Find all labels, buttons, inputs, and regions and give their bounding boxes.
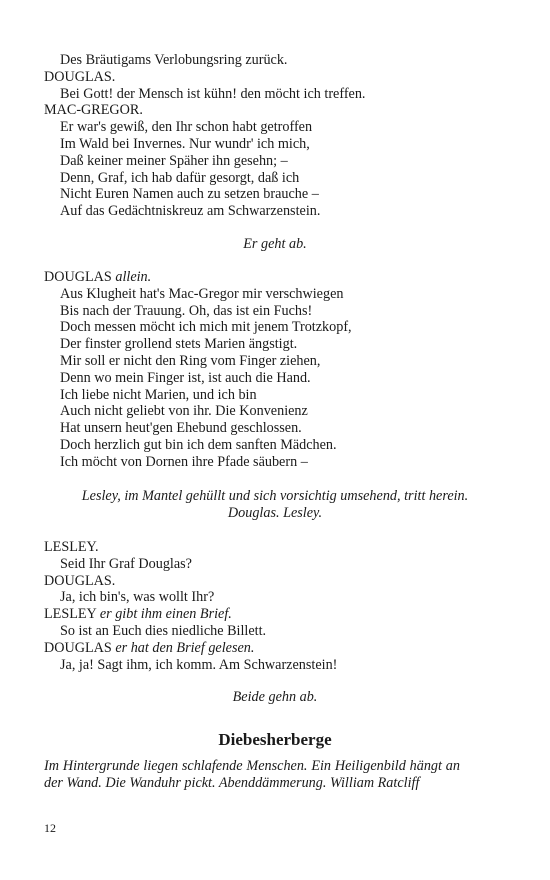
verse-line: Aus Klugheit hat's Mac-Gregor mir verschwiegen xyxy=(60,285,344,302)
speaker-name: LESLEY xyxy=(44,606,97,623)
verse-line: Ich möcht von Dornen ihre Pfade säubern – xyxy=(60,453,308,470)
stage-direction-exit xyxy=(0,236,550,253)
verse-line: Bis nach der Trauung. Oh, das ist ein Fuchs! xyxy=(60,302,313,319)
speaker-name: DOUGLAS xyxy=(44,639,112,656)
scene-heading: Diebesherberge xyxy=(218,730,332,749)
speaker-line xyxy=(44,606,514,623)
verse-line: Auch nicht geliebt von ihr. Die Konvenienz xyxy=(60,403,308,420)
stage-direction-text: Beide gehn ab. xyxy=(232,689,318,705)
dialogue-block-2 xyxy=(44,269,514,471)
inline-stage-direction: er gibt ihm einen Brief. xyxy=(99,606,232,623)
verse-line: Doch messen möcht ich mich mit jenem Trotzkopf, xyxy=(60,319,352,336)
verse-line: Auf das Gedächtniskreuz am Schwarzenstein. xyxy=(60,203,321,220)
dialogue-block-1 xyxy=(44,52,514,220)
verse-line: Ich liebe nicht Marien, und ich bin xyxy=(60,386,257,403)
speaker-line xyxy=(44,640,514,657)
scene-stage-direction: Im Hintergrunde liegen schlafende Menschen. Ein Heiligenbild hängt an der Wand. Die Wanduhr pickt. Abenddämmerung. William Ratcliff xyxy=(44,758,460,791)
stage-direction-text: Douglas. Lesley. xyxy=(227,504,323,521)
dialogue-block-3 xyxy=(44,539,514,673)
verse-line: Bei Gott! der Mensch ist kühn! den möcht ich treffen. xyxy=(60,85,366,102)
stage-direction-exit xyxy=(0,689,550,706)
verse-line: Hat unsern heut'gen Ehebund geschlossen. xyxy=(60,420,302,437)
speaker-name: DOUGLAS. xyxy=(44,572,116,589)
speaker-name: DOUGLAS. xyxy=(44,68,116,85)
verse-line: Denn wo mein Finger ist, ist auch die Hand. xyxy=(60,369,311,386)
speaker-name: MAC-GREGOR. xyxy=(44,102,143,119)
verse-line: Daß keiner meiner Späher ihn gesehn; – xyxy=(60,152,288,169)
verse-line: Des Bräutigams Verlobungsring zurück. xyxy=(60,52,288,68)
page-number: 12 xyxy=(44,821,56,835)
verse-line: Er war's gewiß, den Ihr schon habt getroffen xyxy=(60,119,313,136)
verse-line: Ja, ja! Sagt ihm, ich komm. Am Schwarzenstein! xyxy=(60,656,338,673)
verse-line: So ist an Euch dies niedliche Billett. xyxy=(60,622,267,639)
verse-line: Doch herzlich gut bin ich dem sanften Mädchen. xyxy=(60,436,337,453)
inline-stage-direction: allein. xyxy=(115,269,152,285)
verse-line: Mir soll er nicht den Ring vom Finger ziehen, xyxy=(60,352,321,369)
inline-stage-direction: er hat den Brief gelesen. xyxy=(115,639,255,656)
speaker-name: LESLEY. xyxy=(44,539,99,555)
verse-line: Ja, ich bin's, was wollt Ihr? xyxy=(60,589,215,606)
stage-direction-text: Lesley, im Mantel gehüllt und sich vorsichtig umsehend, tritt herein. xyxy=(81,488,469,504)
stage-direction-entry xyxy=(0,488,550,522)
stage-direction-text: Er geht ab. xyxy=(243,236,307,252)
speaker-name: DOUGLAS xyxy=(44,269,112,285)
verse-line: Seid Ihr Graf Douglas? xyxy=(60,555,192,572)
verse-line: Im Wald bei Invernes. Nur wundr' ich mich, xyxy=(60,135,310,152)
speaker-line xyxy=(44,269,514,286)
verse-line: Denn, Graf, ich hab dafür gesorgt, daß ich xyxy=(60,169,300,186)
verse-line: Der finster grollend stets Marien ängstigt. xyxy=(60,336,298,353)
verse-line: Nicht Euren Namen auch zu setzen brauche – xyxy=(60,186,319,203)
